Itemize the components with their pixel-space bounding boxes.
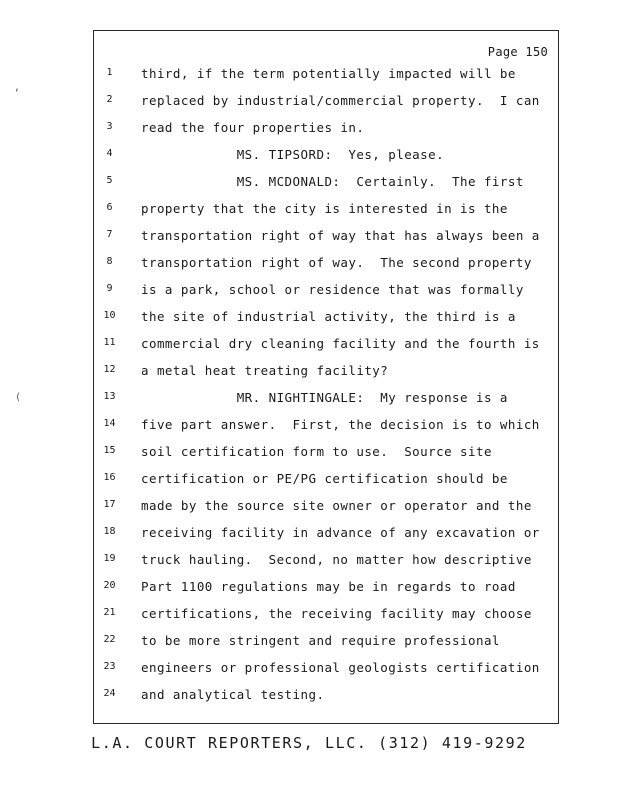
line-number: 9 [106, 283, 113, 294]
transcript-line [94, 283, 558, 310]
line-number: 10 [103, 310, 116, 321]
line-number: 6 [106, 202, 113, 213]
line-text: and analytical testing. [141, 687, 325, 702]
line-text: made by the source site owner or operator and the [141, 498, 532, 513]
transcript-line [94, 337, 558, 364]
line-text: commercial dry cleaning facility and the fourth is [141, 336, 540, 351]
line-number: 5 [106, 175, 113, 186]
transcript-line [94, 445, 558, 472]
line-number: 23 [103, 661, 116, 672]
line-number: 14 [103, 418, 116, 429]
line-text: MS. MCDONALD: Certainly. The first [141, 174, 524, 189]
transcript-line [94, 499, 558, 526]
line-text: certifications, the receiving facility may choose [141, 606, 532, 621]
line-text: five part answer. First, the decision is to which [141, 417, 540, 432]
line-number: 16 [103, 472, 116, 483]
transcript-line [94, 553, 558, 580]
transcript-line [94, 310, 558, 337]
line-text: read the four properties in. [141, 120, 365, 135]
line-number: 13 [103, 391, 116, 402]
line-text: MS. TIPSORD: Yes, please. [141, 147, 445, 162]
line-text: is a park, school or residence that was formally [141, 282, 524, 297]
line-text: certification or PE/PG certification should be [141, 471, 508, 486]
line-text: the site of industrial activity, the third is a [141, 309, 516, 324]
line-number: 4 [106, 148, 113, 159]
line-text: transportation right of way that has always been a [141, 228, 540, 243]
line-text: MR. NIGHTINGALE: My response is a [141, 390, 508, 405]
line-number: 20 [103, 580, 116, 591]
line-number: 11 [103, 337, 116, 348]
transcript-line [94, 607, 558, 634]
line-number: 2 [106, 94, 113, 105]
transcript-line [94, 94, 558, 121]
line-text: receiving facility in advance of any excavation or [141, 525, 540, 540]
transcript-line [94, 634, 558, 661]
transcript-line [94, 256, 558, 283]
transcript-line [94, 391, 558, 418]
line-text: replaced by industrial/commercial property. I can [141, 93, 540, 108]
transcript-line [94, 67, 558, 94]
margin-mark: , [14, 82, 21, 93]
transcript-line [94, 202, 558, 229]
line-number: 12 [103, 364, 116, 375]
transcript-line [94, 121, 558, 148]
line-text: to be more stringent and require professional [141, 633, 500, 648]
transcript-line [94, 175, 558, 202]
line-number: 17 [103, 499, 116, 510]
transcript-line [94, 364, 558, 391]
transcript-line [94, 418, 558, 445]
line-number: 8 [106, 256, 113, 267]
transcript-line [94, 148, 558, 175]
line-text: engineers or professional geologists certification [141, 660, 540, 675]
transcript-line [94, 229, 558, 256]
court-reporter-footer: L.A. COURT REPORTERS, LLC. (312) 419-9292 [91, 734, 527, 752]
transcript-line [94, 661, 558, 688]
page-number: Page 150 [487, 45, 548, 59]
transcript-line [94, 580, 558, 607]
line-text: property that the city is interested in is the [141, 201, 508, 216]
line-number: 1 [106, 67, 113, 78]
line-text: a metal heat treating facility? [141, 363, 389, 378]
line-text: soil certification form to use. Source site [141, 444, 492, 459]
line-number: 3 [106, 121, 113, 132]
margin-mark: ( [15, 392, 22, 403]
transcript-page [93, 30, 559, 724]
line-number: 21 [103, 607, 116, 618]
line-number: 22 [103, 634, 116, 645]
transcript-line [94, 472, 558, 499]
line-text: third, if the term potentially impacted will be [141, 66, 516, 81]
transcript-line [94, 688, 558, 715]
line-number: 24 [103, 688, 116, 699]
line-text: Part 1100 regulations may be in regards to road [141, 579, 516, 594]
line-text: transportation right of way. The second property [141, 255, 532, 270]
line-number: 19 [103, 553, 116, 564]
line-number: 15 [103, 445, 116, 456]
line-text: truck hauling. Second, no matter how descriptive [141, 552, 532, 567]
line-number: 18 [103, 526, 116, 537]
transcript-line [94, 526, 558, 553]
line-number: 7 [106, 229, 113, 240]
